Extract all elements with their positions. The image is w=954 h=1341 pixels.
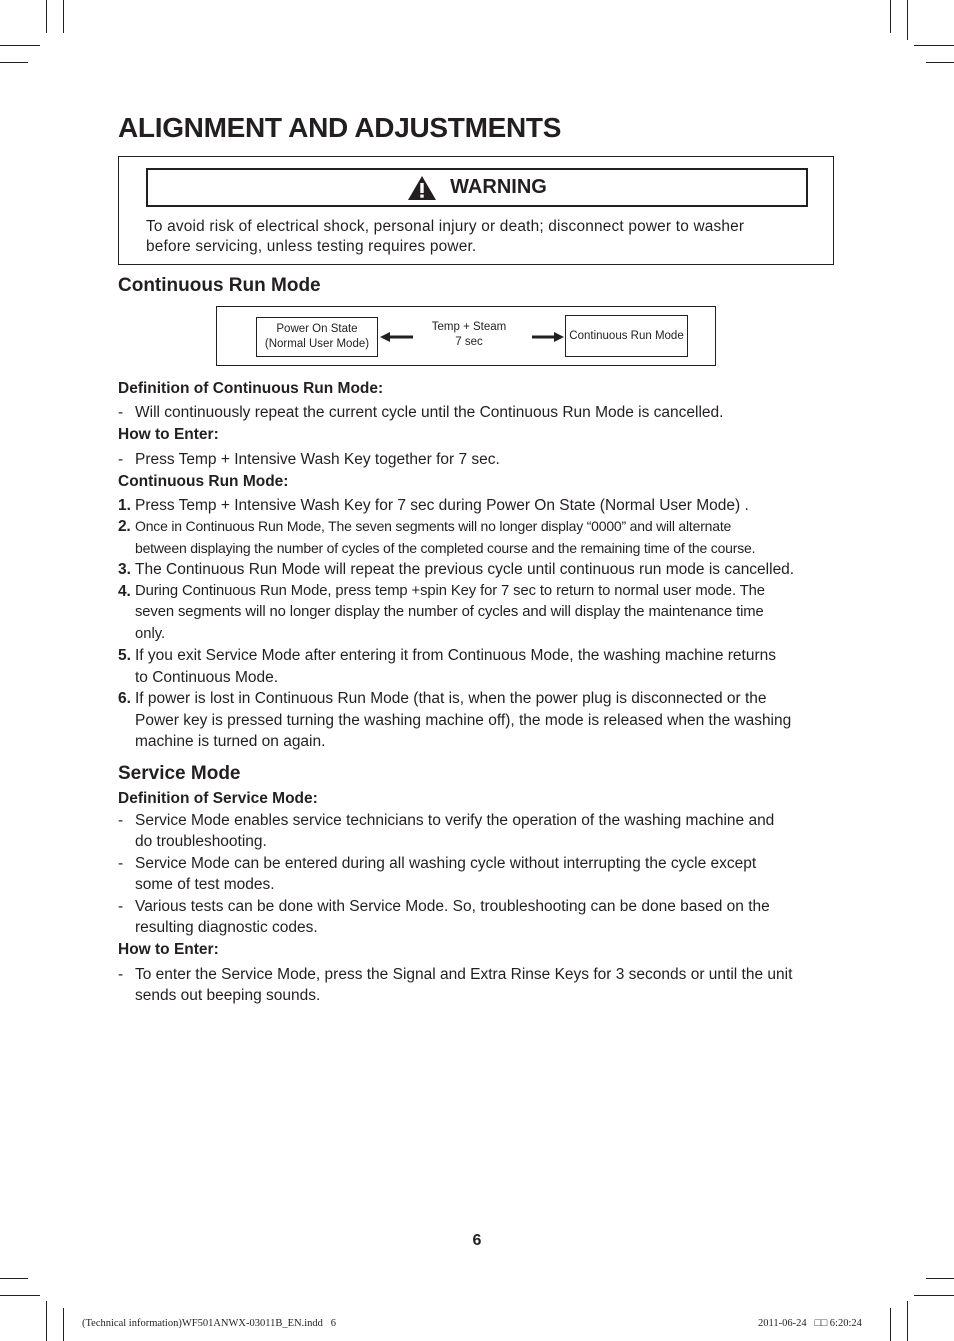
- step-text: machine is turned on again.: [135, 733, 326, 750]
- list-item-text: some of test modes.: [135, 876, 275, 893]
- crop-mark: [63, 0, 64, 33]
- crop-mark: [914, 45, 954, 46]
- step-text: to Continuous Mode.: [135, 669, 279, 686]
- bullet-dash: -: [118, 812, 124, 829]
- how-to-enter-heading: How to Enter:: [118, 426, 219, 443]
- bullet-dash: -: [118, 451, 124, 468]
- crop-mark: [0, 45, 40, 46]
- crop-mark: [890, 0, 891, 33]
- list-item-text: do troubleshooting.: [135, 833, 267, 850]
- bullet-dash: -: [118, 404, 124, 421]
- crop-mark: [46, 1301, 47, 1341]
- footer-timestamp: 2011-06-24 □□ 6:20:24: [758, 1318, 862, 1329]
- continuous-run-mode-label: Continuous Run Mode: [569, 329, 684, 342]
- step-text: If power is lost in Continuous Run Mode (that is, when the power plug is disconnected or the: [135, 690, 767, 707]
- arrow-left-head: [380, 332, 390, 342]
- list-item-text: Press Temp + Intensive Wash Key together for 7 sec.: [135, 451, 500, 468]
- transition-keys-label: Temp + Steam: [431, 321, 507, 333]
- step-text: During Continuous Run Mode, press temp +spin Key for 7 sec to return to normal user mode. The: [135, 583, 765, 599]
- warning-triangle-icon: [407, 175, 437, 201]
- power-on-state-label: Power On State: [276, 323, 358, 335]
- definition-heading: Definition of Continuous Run Mode:: [118, 380, 384, 397]
- list-item-text: sends out beeping sounds.: [135, 987, 321, 1004]
- crop-mark: [63, 1308, 64, 1341]
- mode-flow-diagram: [216, 306, 716, 366]
- step-text: If you exit Service Mode after entering it from Continuous Mode, the washing machine returns: [135, 647, 776, 664]
- crop-mark: [907, 1301, 908, 1341]
- footer-file-name: (Technical information)WF501ANWX-03011B_EN.indd 6: [82, 1318, 337, 1329]
- bullet-dash: -: [118, 855, 124, 872]
- warning-text: [146, 217, 810, 257]
- list-item-text: Will continuously repeat the current cycle until the Continuous Run Mode is cancelled.: [135, 404, 724, 421]
- bullet-dash: -: [118, 966, 124, 983]
- crop-mark: [914, 1295, 954, 1296]
- list-item-text: Various tests can be done with Service Mode. So, troubleshooting can be done based on the: [135, 898, 770, 915]
- warning-label: WARNING: [450, 176, 547, 198]
- step-number: 2.: [118, 518, 131, 535]
- warning-box: [118, 156, 834, 265]
- bullet-dash: -: [118, 898, 124, 915]
- list-item-text: Service Mode can be entered during all washing cycle without interrupting the cycle except: [135, 855, 757, 872]
- step-number: 3.: [118, 561, 131, 578]
- step-number: 1.: [118, 497, 131, 514]
- step-text: The Continuous Run Mode will repeat the previous cycle until continuous run mode is cancelled.: [135, 561, 795, 578]
- step-text: Press Temp + Intensive Wash Key for 7 sec during Power On State (Normal User Mode) .: [135, 497, 749, 514]
- crop-mark: [907, 0, 908, 40]
- step-number: 4.: [118, 583, 131, 600]
- crop-mark: [0, 1278, 28, 1279]
- list-item-text: To enter the Service Mode, press the Signal and Extra Rinse Keys for 3 seconds or until the unit: [135, 966, 793, 983]
- crop-mark: [926, 1278, 954, 1279]
- crop-mark: [46, 0, 47, 33]
- crop-mark: [0, 1295, 40, 1296]
- crop-mark: [926, 62, 954, 63]
- list-item-text: resulting diagnostic codes.: [135, 919, 318, 936]
- step-text: seven segments will no longer display the number of cycles and will display the maintenance time: [135, 604, 764, 620]
- page-title: ALIGNMENT AND ADJUSTMENTS: [118, 112, 562, 143]
- warning-text-line: To avoid risk of electrical shock, personal injury or death; disconnect power to washer: [146, 218, 745, 235]
- step-text: Power key is pressed turning the washing machine off), the mode is released when the washing: [135, 712, 792, 729]
- diagram-arrows: [217, 307, 717, 367]
- transition-time-label: 7 sec: [455, 336, 483, 348]
- step-text: between displaying the number of cycles of the completed course and the remaining time of the course.: [135, 540, 756, 556]
- crop-mark: [0, 62, 28, 63]
- arrow-right-head: [554, 332, 564, 342]
- warning-header: [146, 168, 808, 207]
- step-text: Once in Continuous Run Mode, The seven segments will no longer display “0000” and will alternate: [135, 518, 732, 534]
- page-number: 6: [472, 1232, 482, 1249]
- service-definition-heading: Definition of Service Mode:: [118, 790, 318, 807]
- warning-text-line: before servicing, unless testing requires power.: [146, 238, 477, 255]
- continuous-run-heading: Continuous Run Mode: [118, 275, 321, 296]
- list-item-text: Service Mode enables service technicians to verify the operation of the washing machine and: [135, 812, 775, 829]
- service-how-to-enter-heading: How to Enter:: [118, 941, 219, 958]
- service-mode-heading: Service Mode: [118, 763, 241, 784]
- step-number: 6.: [118, 690, 131, 707]
- step-number: 5.: [118, 647, 131, 664]
- step-text: only.: [135, 626, 166, 642]
- steps-heading: Continuous Run Mode:: [118, 473, 289, 490]
- crop-mark: [890, 1308, 891, 1341]
- normal-user-mode-label: (Normal User Mode): [264, 338, 370, 350]
